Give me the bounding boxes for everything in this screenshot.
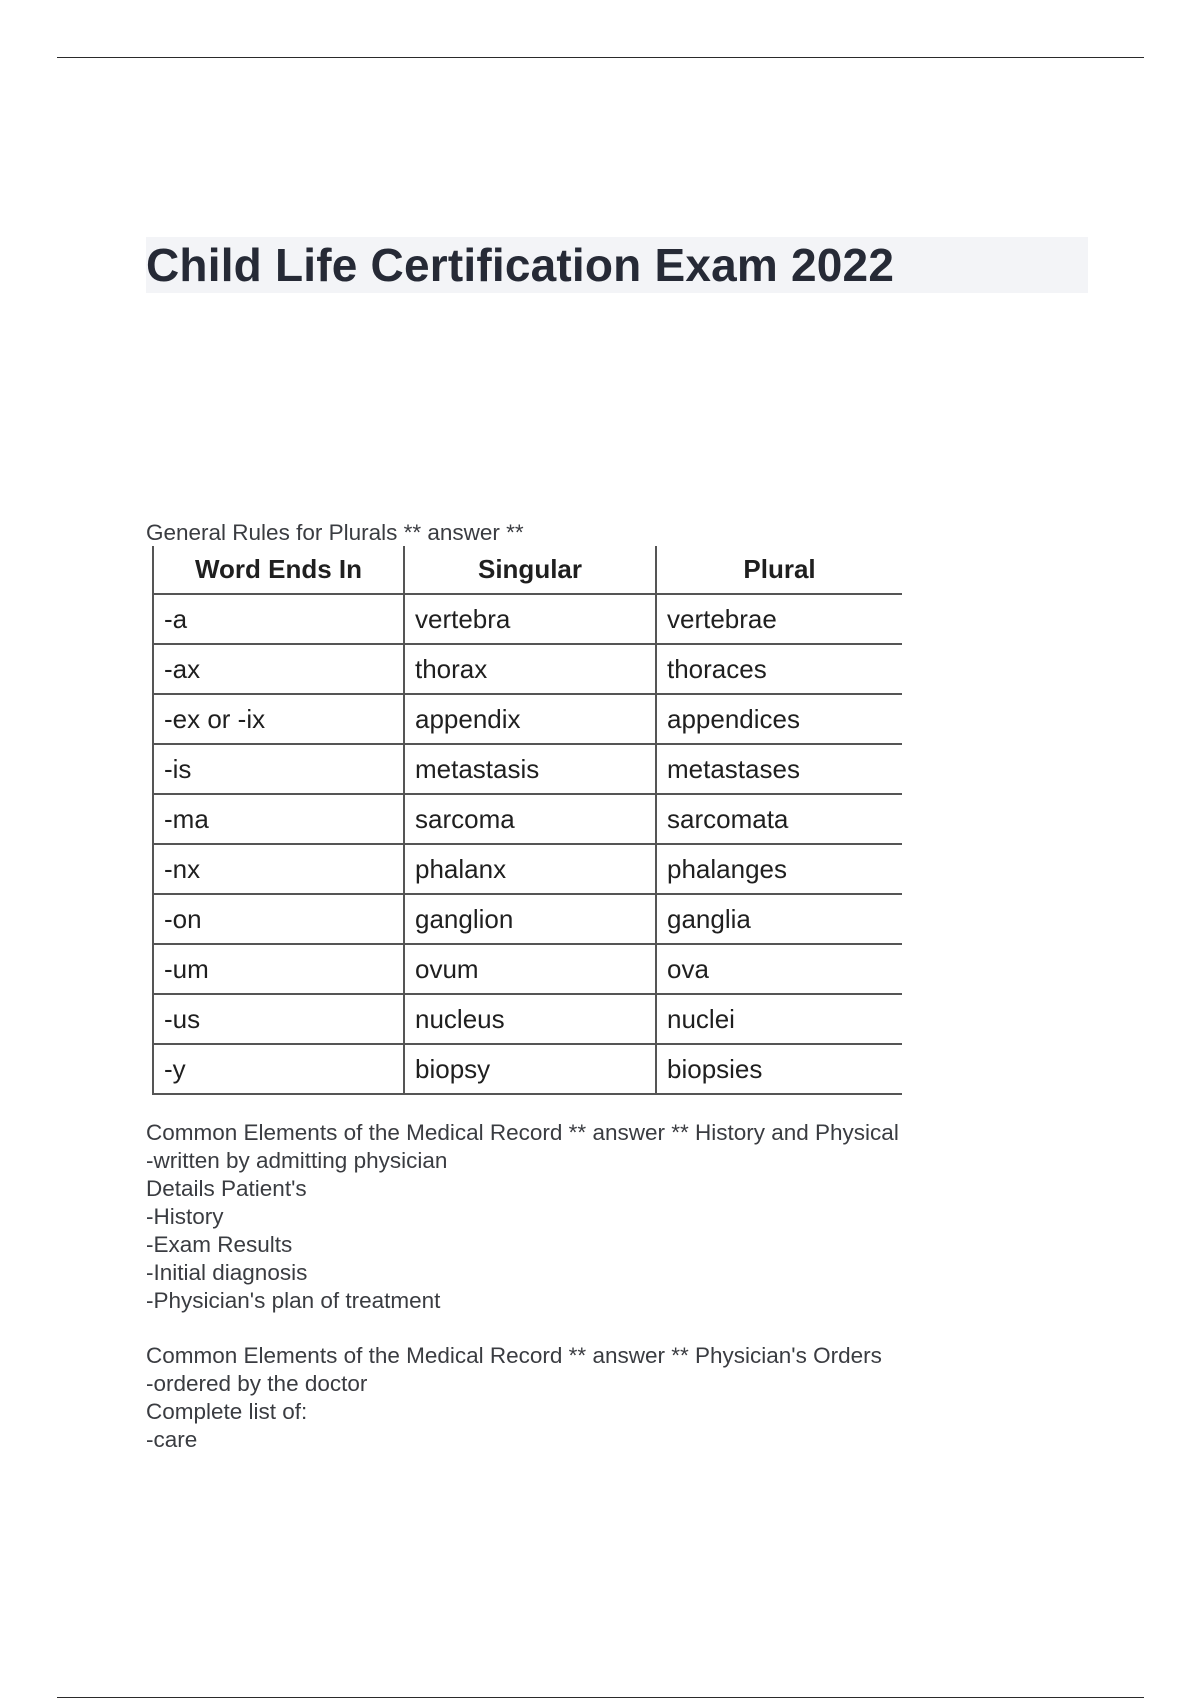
cell-plural: nuclei [656,994,902,1044]
table-row [153,944,902,994]
cell-plural: appendices [656,694,902,744]
cell-ending: -on [153,894,404,944]
cell-ending: -us [153,994,404,1044]
cell-plural: ova [656,944,902,994]
cell-plural: biopsies [656,1044,902,1094]
qa-question-line: Common Elements of the Medical Record ** answer ** Physician's Orders [146,1343,882,1368]
cell-singular: appendix [404,694,656,744]
cell-ending: -ma [153,794,404,844]
qa-answer-line: Complete list of: [146,1399,308,1424]
table-row [153,694,902,744]
plurals-question: General Rules for Plurals ** answer ** [146,520,524,545]
qa-block-history-and-physical [146,1119,899,1315]
cell-singular: nucleus [404,994,656,1044]
cell-plural: thoraces [656,644,902,694]
cell-singular: thorax [404,644,656,694]
column-header-word-ends-in: Word Ends In [153,546,404,594]
qa-answer-line: -ordered by the doctor [146,1371,368,1396]
cell-ending: -is [153,744,404,794]
qa-answer-line: -Initial diagnosis [146,1260,308,1285]
cell-plural: vertebrae [656,594,902,644]
page-top-rule [57,57,1144,58]
cell-ending: -ex or -ix [153,694,404,744]
cell-plural: ganglia [656,894,902,944]
page-title: Child Life Certification Exam 2022 [146,239,895,291]
table-header-row [153,546,902,594]
cell-singular: ganglion [404,894,656,944]
cell-singular: ovum [404,944,656,994]
qa-answer-line: Details Patient's [146,1176,307,1201]
cell-ending: -nx [153,844,404,894]
column-header-singular: Singular [404,546,656,594]
qa-question-line: Common Elements of the Medical Record ** answer ** History and Physical [146,1120,899,1145]
plurals-table [152,546,902,1095]
cell-ending: -um [153,944,404,994]
table-row [153,844,902,894]
cell-singular: sarcoma [404,794,656,844]
cell-plural: metastases [656,744,902,794]
cell-singular: biopsy [404,1044,656,1094]
table-row [153,894,902,944]
cell-ending: -a [153,594,404,644]
table-row [153,1044,902,1094]
cell-singular: metastasis [404,744,656,794]
page-bottom-rule [57,1697,1144,1698]
column-header-plural: Plural [656,546,902,594]
cell-ending: -ax [153,644,404,694]
qa-answer-line: -History [146,1204,224,1229]
qa-answer-line: -care [146,1427,198,1452]
cell-plural: phalanges [656,844,902,894]
qa-answer-line: -Exam Results [146,1232,293,1257]
table-row [153,994,902,1044]
table-row [153,744,902,794]
cell-ending: -y [153,1044,404,1094]
table-row [153,594,902,644]
qa-answer-line: -Physician's plan of treatment [146,1288,441,1313]
qa-block-physicians-orders [146,1342,882,1454]
table-row [153,794,902,844]
cell-singular: vertebra [404,594,656,644]
qa-answer-line: -written by admitting physician [146,1148,448,1173]
cell-plural: sarcomata [656,794,902,844]
cell-singular: phalanx [404,844,656,894]
table-row [153,644,902,694]
